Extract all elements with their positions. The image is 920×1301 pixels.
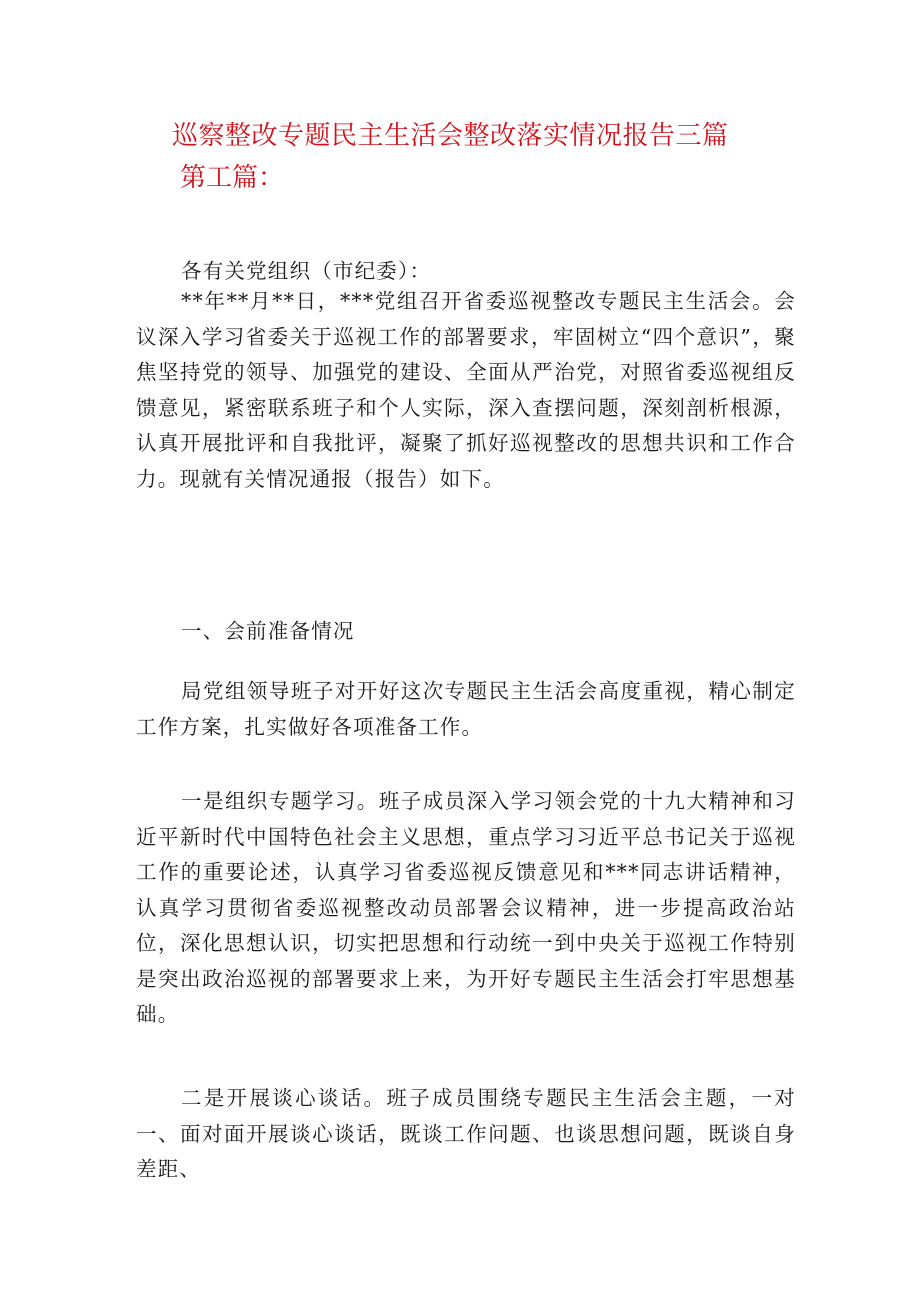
section-heading: 一、会前准备情况	[181, 619, 355, 643]
document-title: 巡察整改专题民主生活会整改落实情况报告三篇	[172, 121, 729, 151]
salutation-paragraph: 各有关党组织（市纪委）：	[181, 259, 432, 283]
document-subtitle: 第工篇：	[180, 163, 285, 193]
preparation-paragraph: 局党组领导班子对开好这次专题民主生活会高度重视，精心制定工作方案，扎实做好各项准备工作。	[136, 679, 796, 739]
talk-paragraph: 二是开展谈心谈话。班子成员围绕专题民主生活会主题，一对一、面对面开展谈心谈话，既谈工作问题、也谈思想问题，既谈自身差距、	[136, 1086, 796, 1181]
intro-paragraph: **年**月**日，***党组召开省委巡视整改专题民主生活会。会议深入学习省委关于巡视工作的部署要求，牢固树立“四个意识”，聚焦坚持党的领导、加强党的建设、全面从严治党，对照省委巡视组反馈意见，紧密联系班子和个人实际，深入查摆问题，深刻剖析根源，认真开展批评和自我批评，凝聚了抓好巡视整改的思想共识和工作合力。现就有关情况通报（报告）如下。	[136, 289, 796, 491]
study-paragraph: 一是组织专题学习。班子成员深入学习领会党的十九大精神和习近平新时代中国特色社会主义思想，重点学习习近平总书记关于巡视工作的重要论述，认真学习省委巡视反馈意见和***同志讲话精神，认真学习贯彻省委巡视整改动员部署会议精神，进一步提高政治站位，深化思想认识，切实把思想和行动统一到中央关于巡视工作特别是突出政治巡视的部署要求上来，为开好专题民主生活会打牢思想基础。	[136, 789, 796, 1026]
